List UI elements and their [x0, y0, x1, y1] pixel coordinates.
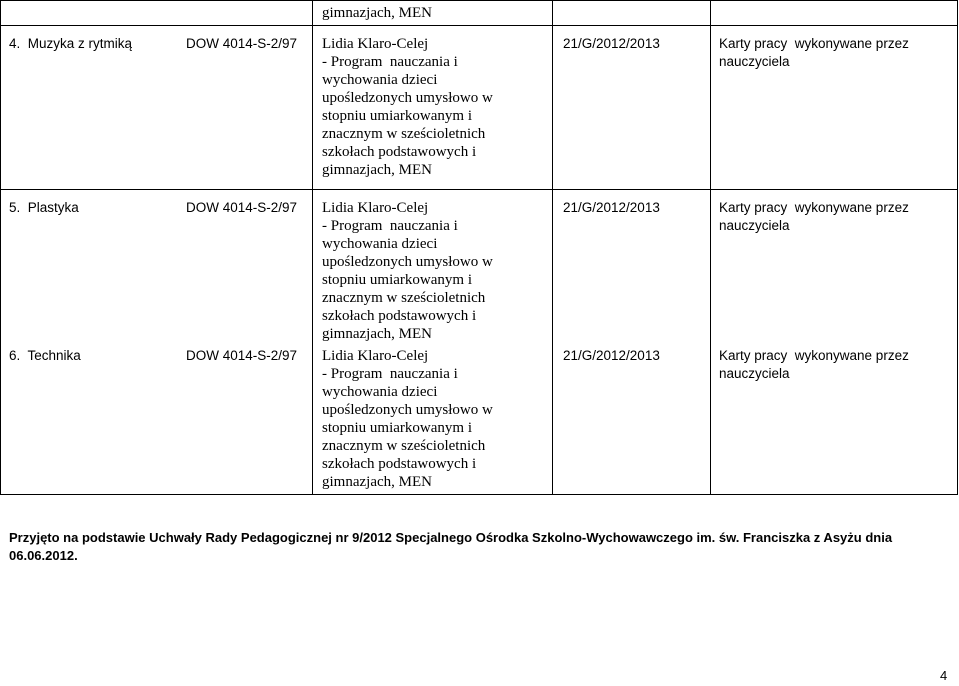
table-row-divider: [0, 189, 958, 190]
program-line: znacznym w sześcioletnich: [322, 438, 486, 454]
program-line: - Program nauczania i: [322, 54, 458, 70]
table-cell-program: [322, 199, 493, 343]
program-line: Lidia Klaro-Celej: [322, 348, 429, 364]
table-column-divider: [710, 0, 711, 495]
notes-line: Karty pracy wykonywane przez: [719, 348, 909, 363]
table-cell-notes: [719, 199, 909, 235]
table-cell-code: DOW 4014-S-2/97: [186, 348, 298, 363]
table-cell-program: [322, 35, 493, 179]
program-line: wychowania dzieci: [322, 384, 438, 400]
table-cell-subject: 5. Plastyka: [9, 200, 79, 215]
table-cell-subject: 6. Technika: [9, 348, 81, 363]
notes-line: Karty pracy wykonywane przez: [719, 36, 909, 51]
program-line: upośledzonych umysłowo w: [322, 90, 493, 106]
program-line: Lidia Klaro-Celej: [322, 36, 429, 52]
program-line: gimnazjach, MEN: [322, 326, 432, 342]
program-line: gimnazjach, MEN: [322, 162, 432, 178]
page-number: 4: [940, 668, 948, 683]
table-border-bottom: [0, 494, 958, 495]
notes-line: Karty pracy wykonywane przez: [719, 200, 909, 215]
table-cell-program-fragment: gimnazjach, MEN: [322, 5, 432, 21]
program-line: szkołach podstawowych i: [322, 456, 477, 472]
program-line: szkołach podstawowych i: [322, 308, 477, 324]
table-cell-number: 21/G/2012/2013: [563, 348, 660, 363]
program-line: stopniu umiarkowanym i: [322, 272, 472, 288]
notes-line: nauczyciela: [719, 218, 790, 233]
program-line: stopniu umiarkowanym i: [322, 420, 472, 436]
table-cell-number: 21/G/2012/2013: [563, 36, 660, 51]
table-column-divider: [312, 0, 313, 495]
notes-line: nauczyciela: [719, 54, 790, 69]
program-line: szkołach podstawowych i: [322, 144, 477, 160]
resolution-note: Przyjęto na podstawie Uchwały Rady Pedagogicznej nr 9/2012 Specjalnego Ośrodka Szkolno-Wychowawczego im. św. Franciszka z Asyżu dnia 06.06.2012.: [9, 530, 893, 563]
program-line: - Program nauczania i: [322, 366, 458, 382]
program-line: - Program nauczania i: [322, 218, 458, 234]
table-cell-notes: [719, 35, 909, 71]
program-line: stopniu umiarkowanym i: [322, 108, 472, 124]
table-cell-notes: [719, 347, 909, 383]
table-cell-program: [322, 347, 493, 491]
program-line: wychowania dzieci: [322, 72, 438, 88]
table-row-divider: [0, 25, 958, 26]
table-border-right: [957, 0, 958, 495]
table-border-left: [0, 0, 1, 495]
program-line: znacznym w sześcioletnich: [322, 126, 486, 142]
program-line: upośledzonych umysłowo w: [322, 254, 493, 270]
table-column-divider: [552, 0, 553, 495]
table-cell-code: DOW 4014-S-2/97: [186, 200, 298, 215]
program-line: Lidia Klaro-Celej: [322, 200, 429, 216]
table-border-top: [0, 0, 958, 1]
table-cell-subject: 4. Muzyka z rytmiką: [9, 36, 133, 51]
table-cell-code: DOW 4014-S-2/97: [186, 36, 298, 51]
table-cell-number: 21/G/2012/2013: [563, 200, 660, 215]
program-line: upośledzonych umysłowo w: [322, 402, 493, 418]
program-line: znacznym w sześcioletnich: [322, 290, 486, 306]
program-line: wychowania dzieci: [322, 236, 438, 252]
program-line: gimnazjach, MEN: [322, 474, 432, 490]
notes-line: nauczyciela: [719, 366, 790, 381]
